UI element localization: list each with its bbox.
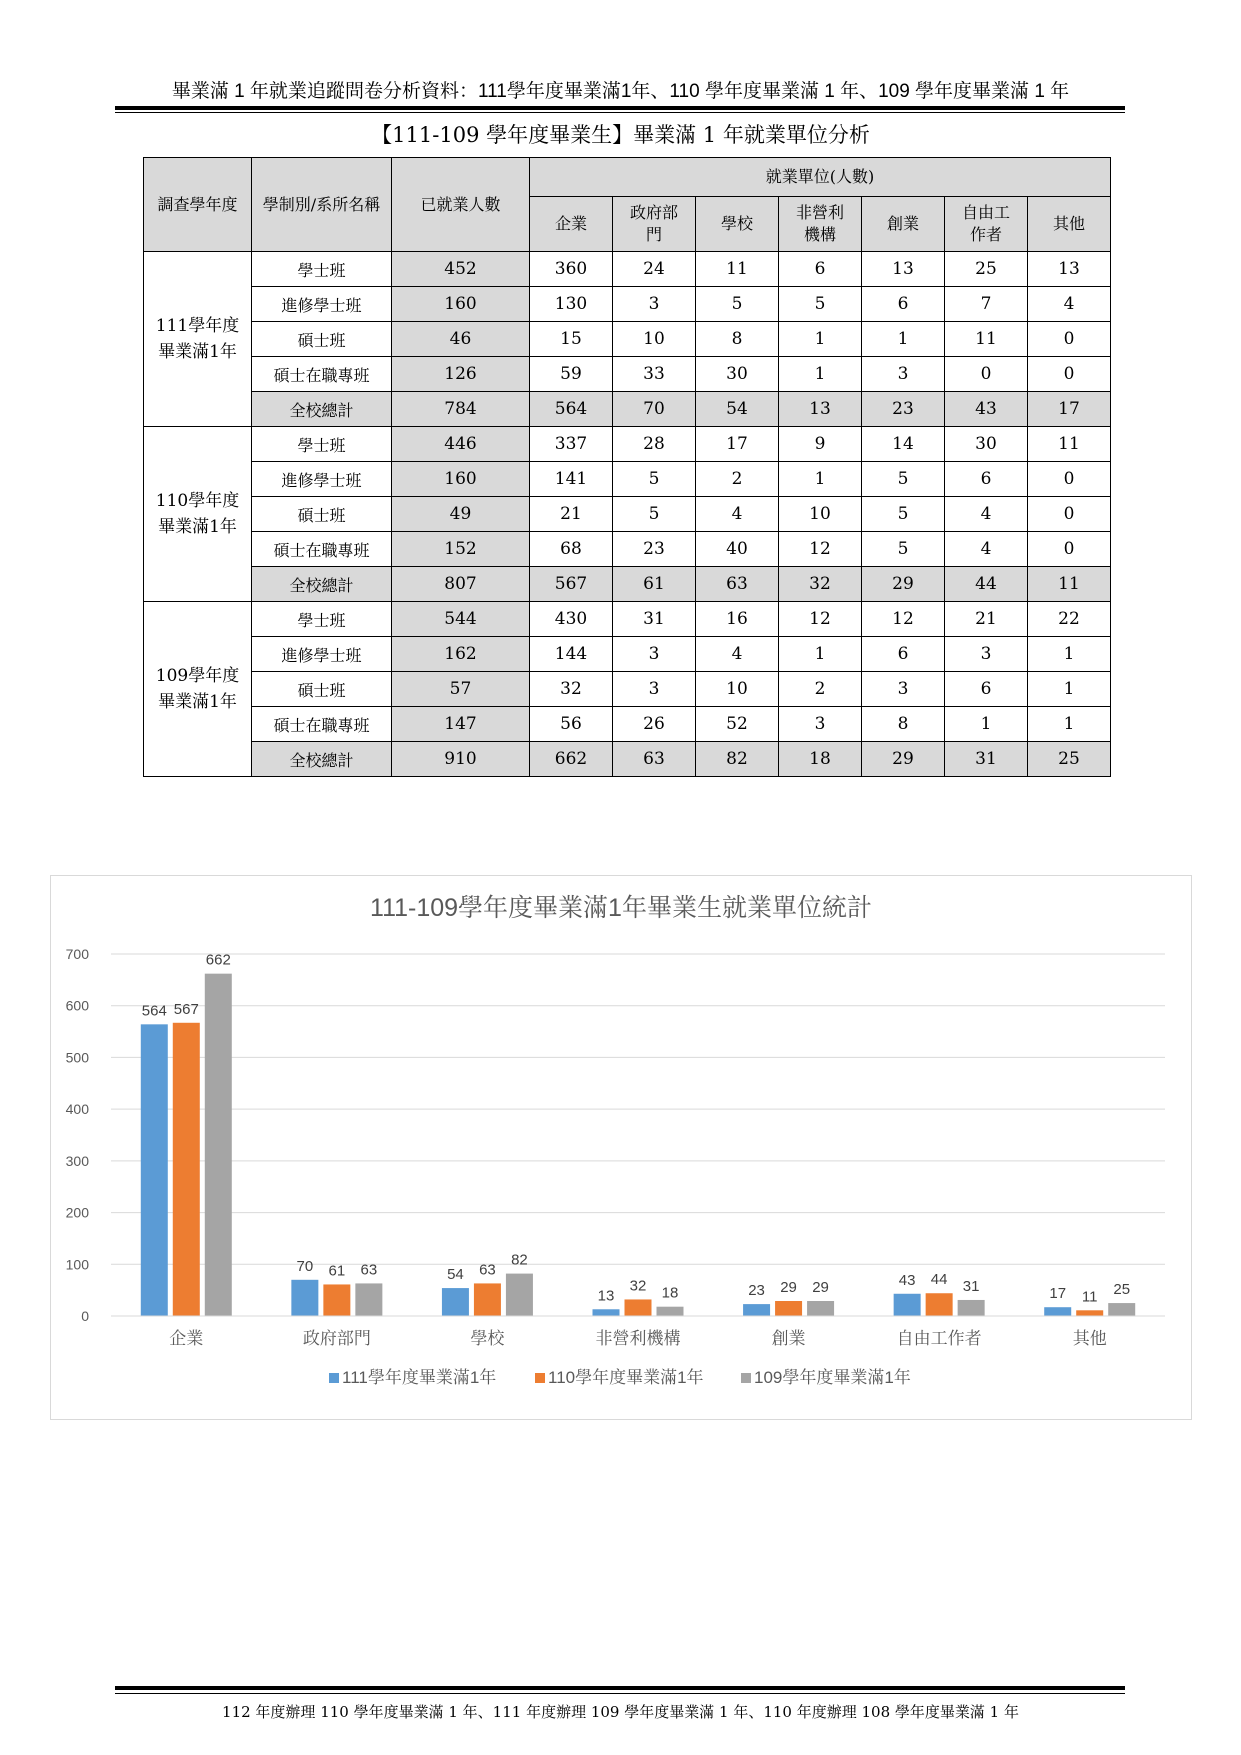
col-header-unit-6: 其他 <box>1028 197 1111 252</box>
unit-count-cell: 4 <box>696 497 779 532</box>
col-header-unit-0: 企業 <box>530 197 613 252</box>
unit-count-cell: 12 <box>779 602 862 637</box>
unit-count-cell: 1 <box>862 322 945 357</box>
unit-count-cell: 21 <box>945 602 1028 637</box>
data-label: 25 <box>1113 1281 1131 1299</box>
table-total-row <box>144 567 1111 602</box>
unit-count-cell: 63 <box>613 742 696 777</box>
data-label: 18 <box>661 1284 679 1302</box>
bar-0-2 <box>205 974 232 1316</box>
unit-count-cell: 63 <box>696 567 779 602</box>
y-tick-label: 500 <box>65 1049 89 1066</box>
unit-count-cell: 10 <box>613 322 696 357</box>
legend-swatch <box>741 1373 751 1383</box>
unit-count-cell: 11 <box>1028 567 1111 602</box>
page-footer-text: 112 年度辦理 110 學年度畢業滿 1 年、111 年度辦理 109 學年度畢業滿 1 年、110 年度辦理 108 學年度畢業滿 1 年 <box>222 1703 1019 1721</box>
category-label: 企業 <box>169 1329 204 1348</box>
unit-count-cell: 141 <box>530 462 613 497</box>
unit-count-cell: 12 <box>779 532 862 567</box>
table-row <box>144 252 1111 287</box>
unit-count-cell: 0 <box>1028 497 1111 532</box>
table-row <box>144 532 1111 567</box>
unit-count-cell: 0 <box>1028 462 1111 497</box>
survey-year-cell: 109學年度畢業滿1年 <box>144 602 252 777</box>
unit-count-cell: 5 <box>613 497 696 532</box>
data-label: 63 <box>360 1261 378 1279</box>
unit-count-cell: 11 <box>696 252 779 287</box>
legend-label: 109學年度畢業滿1年 <box>754 1368 911 1387</box>
unit-count-cell: 4 <box>945 497 1028 532</box>
unit-count-cell: 30 <box>696 357 779 392</box>
bar-6-0 <box>1044 1307 1071 1316</box>
legend-swatch <box>535 1373 545 1383</box>
unit-count-cell: 1 <box>779 322 862 357</box>
table-row <box>144 462 1111 497</box>
dept-name-cell: 學士班 <box>252 602 392 637</box>
unit-count-cell: 9 <box>779 427 862 462</box>
col-header-unit-3: 非營利機構 <box>779 197 862 252</box>
dept-name-cell: 碩士在職專班 <box>252 357 392 392</box>
unit-count-cell: 2 <box>696 462 779 497</box>
unit-count-cell: 6 <box>779 252 862 287</box>
unit-count-cell: 70 <box>613 392 696 427</box>
data-label: 13 <box>597 1287 615 1305</box>
dept-name-cell: 進修學士班 <box>252 637 392 672</box>
footer-rule <box>115 1686 1125 1690</box>
unit-count-cell: 33 <box>613 357 696 392</box>
employed-count-cell: 162 <box>392 637 530 672</box>
unit-count-cell: 14 <box>862 427 945 462</box>
data-label: 567 <box>173 1000 199 1018</box>
table-row <box>144 602 1111 637</box>
unit-count-cell: 662 <box>530 742 613 777</box>
employed-count-cell: 160 <box>392 287 530 322</box>
unit-count-cell: 82 <box>696 742 779 777</box>
unit-count-cell: 5 <box>779 287 862 322</box>
employed-count-cell: 160 <box>392 462 530 497</box>
unit-count-cell: 17 <box>1028 392 1111 427</box>
unit-count-cell: 5 <box>613 462 696 497</box>
bar-1-2 <box>355 1283 382 1316</box>
bar-5-1 <box>926 1293 953 1316</box>
dept-name-cell: 全校總計 <box>252 567 392 602</box>
table-row <box>144 427 1111 462</box>
unit-count-cell: 0 <box>1028 357 1111 392</box>
col-header-unit-2: 學校 <box>696 197 779 252</box>
legend-label: 110學年度畢業滿1年 <box>548 1368 704 1387</box>
col-header-unit-1: 政府部門 <box>613 197 696 252</box>
y-tick-label: 700 <box>65 946 89 962</box>
bar-2-1 <box>474 1283 501 1316</box>
employment-table <box>143 157 1111 777</box>
y-tick-label: 300 <box>65 1152 89 1169</box>
bar-4-1 <box>775 1301 802 1316</box>
y-tick-label: 200 <box>65 1204 89 1221</box>
employed-count-cell: 807 <box>392 567 530 602</box>
unit-count-cell: 0 <box>1028 322 1111 357</box>
unit-count-cell: 3 <box>862 672 945 707</box>
bar-2-2 <box>506 1274 533 1316</box>
unit-count-cell: 52 <box>696 707 779 742</box>
legend-swatch <box>329 1373 339 1383</box>
unit-count-cell: 54 <box>696 392 779 427</box>
unit-count-cell: 8 <box>862 707 945 742</box>
unit-count-cell: 24 <box>613 252 696 287</box>
unit-count-cell: 3 <box>862 357 945 392</box>
data-label: 29 <box>812 1279 829 1297</box>
unit-count-cell: 43 <box>945 392 1028 427</box>
unit-count-cell: 5 <box>862 462 945 497</box>
employed-count-cell: 152 <box>392 532 530 567</box>
table-row <box>144 707 1111 742</box>
category-label: 自由工作者 <box>896 1329 982 1348</box>
col-header-unit-4: 創業 <box>862 197 945 252</box>
employed-count-cell: 49 <box>392 497 530 532</box>
bar-2-0 <box>442 1288 469 1316</box>
unit-count-cell: 44 <box>945 567 1028 602</box>
bar-4-0 <box>743 1304 770 1316</box>
data-label: 11 <box>1081 1288 1098 1306</box>
unit-count-cell: 0 <box>945 357 1028 392</box>
footer-rule-thin <box>115 1693 1125 1694</box>
unit-count-cell: 5 <box>862 497 945 532</box>
header-rule <box>115 106 1125 110</box>
unit-count-cell: 6 <box>945 672 1028 707</box>
unit-count-cell: 68 <box>530 532 613 567</box>
unit-count-cell: 29 <box>862 742 945 777</box>
table-total-row <box>144 392 1111 427</box>
category-label: 其他 <box>1072 1329 1107 1348</box>
bar-6-1 <box>1076 1310 1103 1316</box>
unit-count-cell: 4 <box>696 637 779 672</box>
unit-count-cell: 8 <box>696 322 779 357</box>
table-row <box>144 637 1111 672</box>
unit-count-cell: 16 <box>696 602 779 637</box>
unit-count-cell: 3 <box>613 637 696 672</box>
col-header-survey-year: 調查學年度 <box>144 158 252 252</box>
data-label: 44 <box>930 1271 948 1289</box>
bar-0-0 <box>141 1024 168 1316</box>
unit-count-cell: 15 <box>530 322 613 357</box>
unit-count-cell: 23 <box>613 532 696 567</box>
unit-count-cell: 22 <box>1028 602 1111 637</box>
col-header-unit-5: 自由工作者 <box>945 197 1028 252</box>
table-row <box>144 672 1111 707</box>
unit-count-cell: 130 <box>530 287 613 322</box>
unit-count-cell: 13 <box>1028 252 1111 287</box>
data-label: 662 <box>205 951 231 969</box>
col-header-dept: 學制別/系所名稱 <box>252 158 392 252</box>
data-label: 43 <box>898 1271 916 1289</box>
unit-count-cell: 32 <box>530 672 613 707</box>
unit-count-cell: 11 <box>1028 427 1111 462</box>
unit-count-cell: 30 <box>945 427 1028 462</box>
col-header-employment-unit: 就業單位(人數) <box>530 158 1111 197</box>
data-label: 29 <box>780 1279 797 1297</box>
col-header-employed: 已就業人數 <box>392 158 530 252</box>
unit-count-cell: 3 <box>613 672 696 707</box>
unit-count-cell: 1 <box>1028 672 1111 707</box>
bar-6-2 <box>1108 1303 1135 1316</box>
data-label: 63 <box>479 1261 496 1279</box>
unit-count-cell: 6 <box>945 462 1028 497</box>
unit-count-cell: 7 <box>945 287 1028 322</box>
table-row <box>144 357 1111 392</box>
employed-count-cell: 46 <box>392 322 530 357</box>
category-label: 政府部門 <box>302 1329 371 1348</box>
dept-name-cell: 碩士班 <box>252 497 392 532</box>
unit-count-cell: 21 <box>530 497 613 532</box>
unit-count-cell: 56 <box>530 707 613 742</box>
unit-count-cell: 25 <box>1028 742 1111 777</box>
dept-name-cell: 全校總計 <box>252 742 392 777</box>
table-total-row <box>144 742 1111 777</box>
data-label: 54 <box>447 1266 464 1284</box>
bar-0-1 <box>173 1023 200 1316</box>
unit-count-cell: 0 <box>1028 532 1111 567</box>
unit-count-cell: 12 <box>862 602 945 637</box>
unit-count-cell: 337 <box>530 427 613 462</box>
data-label: 32 <box>629 1277 647 1295</box>
unit-count-cell: 6 <box>862 637 945 672</box>
category-label: 非營利機構 <box>595 1329 681 1348</box>
table-row <box>144 497 1111 532</box>
bar-1-1 <box>323 1284 350 1316</box>
unit-count-cell: 4 <box>1028 287 1111 322</box>
unit-count-cell: 26 <box>613 707 696 742</box>
y-tick-label: 600 <box>65 997 89 1014</box>
employed-count-cell: 452 <box>392 252 530 287</box>
unit-count-cell: 10 <box>696 672 779 707</box>
unit-count-cell: 28 <box>613 427 696 462</box>
unit-count-cell: 1 <box>1028 637 1111 672</box>
unit-count-cell: 144 <box>530 637 613 672</box>
header-rule-thin <box>115 112 1125 113</box>
y-tick-label: 100 <box>65 1256 89 1273</box>
unit-count-cell: 1 <box>1028 707 1111 742</box>
table-caption: 【111-109 學年度畢業生】畢業滿 1 年就業單位分析 <box>371 123 870 147</box>
chart-svg <box>51 876 1191 1419</box>
bar-5-2 <box>958 1300 985 1316</box>
unit-count-cell: 1 <box>779 462 862 497</box>
legend-label: 111學年度畢業滿1年 <box>342 1368 497 1387</box>
survey-year-cell: 110學年度畢業滿1年 <box>144 427 252 602</box>
page-header-title: 畢業滿 1 年就業追蹤問卷分析資料：111學年度畢業滿1年、110 學年度畢業滿 1 年、109 學年度畢業滿 1 年 <box>171 81 1070 102</box>
dept-name-cell: 碩士在職專班 <box>252 532 392 567</box>
unit-count-cell: 31 <box>613 602 696 637</box>
unit-count-cell: 2 <box>779 672 862 707</box>
unit-count-cell: 17 <box>696 427 779 462</box>
unit-count-cell: 59 <box>530 357 613 392</box>
bar-1-0 <box>291 1280 318 1316</box>
unit-count-cell: 1 <box>779 637 862 672</box>
employed-count-cell: 57 <box>392 672 530 707</box>
bar-3-2 <box>657 1307 684 1316</box>
employed-count-cell: 784 <box>392 392 530 427</box>
dept-name-cell: 學士班 <box>252 427 392 462</box>
unit-count-cell: 3 <box>779 707 862 742</box>
unit-count-cell: 23 <box>862 392 945 427</box>
employed-count-cell: 126 <box>392 357 530 392</box>
employed-count-cell: 544 <box>392 602 530 637</box>
unit-count-cell: 25 <box>945 252 1028 287</box>
data-label: 564 <box>141 1002 167 1020</box>
unit-count-cell: 5 <box>696 287 779 322</box>
table-row <box>144 287 1111 322</box>
dept-name-cell: 進修學士班 <box>252 287 392 322</box>
unit-count-cell: 10 <box>779 497 862 532</box>
unit-count-cell: 32 <box>779 567 862 602</box>
unit-count-cell: 13 <box>862 252 945 287</box>
category-label: 創業 <box>771 1329 806 1348</box>
unit-count-cell: 1 <box>945 707 1028 742</box>
category-label: 學校 <box>470 1329 505 1348</box>
data-label: 17 <box>1049 1285 1067 1303</box>
bar-3-1 <box>625 1299 652 1316</box>
bar-4-2 <box>807 1301 834 1316</box>
unit-count-cell: 61 <box>613 567 696 602</box>
employed-count-cell: 147 <box>392 707 530 742</box>
data-label: 70 <box>296 1257 314 1275</box>
unit-count-cell: 430 <box>530 602 613 637</box>
y-tick-label: 400 <box>65 1101 89 1118</box>
bar-3-0 <box>593 1309 620 1316</box>
dept-name-cell: 碩士班 <box>252 672 392 707</box>
employed-count-cell: 910 <box>392 742 530 777</box>
unit-count-cell: 18 <box>779 742 862 777</box>
unit-count-cell: 567 <box>530 567 613 602</box>
bar-5-0 <box>894 1294 921 1316</box>
data-label: 61 <box>328 1262 346 1280</box>
unit-count-cell: 5 <box>862 532 945 567</box>
data-label: 31 <box>962 1277 980 1295</box>
unit-count-cell: 4 <box>945 532 1028 567</box>
y-tick-label: 0 <box>81 1308 89 1324</box>
dept-name-cell: 全校總計 <box>252 392 392 427</box>
unit-count-cell: 13 <box>779 392 862 427</box>
survey-year-cell: 111學年度畢業滿1年 <box>144 252 252 427</box>
unit-count-cell: 1 <box>779 357 862 392</box>
table-row <box>144 322 1111 357</box>
unit-count-cell: 31 <box>945 742 1028 777</box>
dept-name-cell: 碩士班 <box>252 322 392 357</box>
unit-count-cell: 11 <box>945 322 1028 357</box>
data-label: 23 <box>748 1282 765 1300</box>
unit-count-cell: 40 <box>696 532 779 567</box>
data-label: 82 <box>511 1251 528 1269</box>
unit-count-cell: 3 <box>613 287 696 322</box>
unit-count-cell: 564 <box>530 392 613 427</box>
chart-title: 111-109學年度畢業滿1年畢業生就業單位統計 <box>370 894 872 922</box>
bar-chart <box>50 875 1192 1420</box>
employed-count-cell: 446 <box>392 427 530 462</box>
dept-name-cell: 學士班 <box>252 252 392 287</box>
unit-count-cell: 3 <box>945 637 1028 672</box>
unit-count-cell: 6 <box>862 287 945 322</box>
dept-name-cell: 進修學士班 <box>252 462 392 497</box>
unit-count-cell: 29 <box>862 567 945 602</box>
unit-count-cell: 360 <box>530 252 613 287</box>
dept-name-cell: 碩士在職專班 <box>252 707 392 742</box>
